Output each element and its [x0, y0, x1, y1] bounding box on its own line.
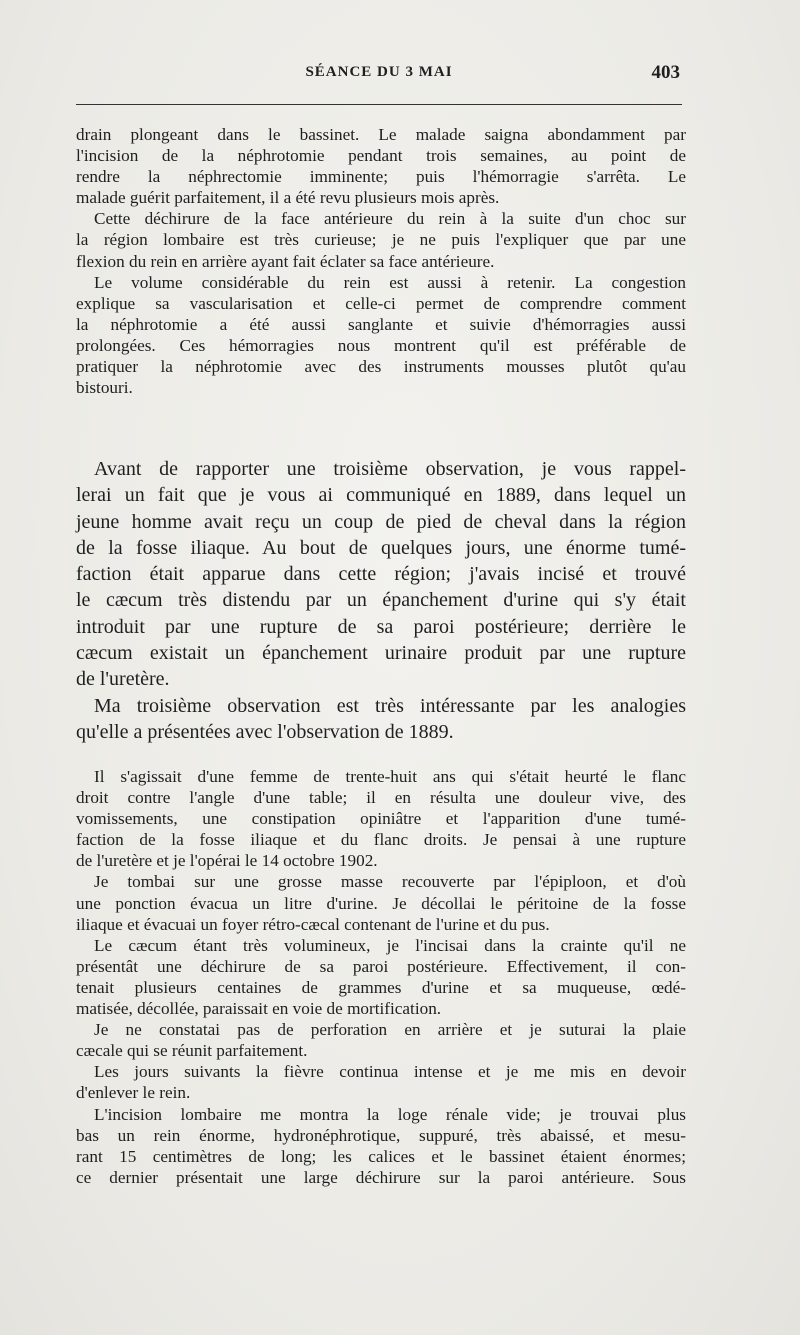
text-line: de la fosse iliaque. Au bout de quelques jours, une énorme tumé-: [76, 536, 686, 559]
text-line: présentât une déchirure de sa paroi postérieure. Effectivement, il con-: [76, 956, 686, 976]
text-block-2: [76, 456, 686, 745]
text-line: introduit par une rupture de sa paroi postérieure; derrière le: [76, 615, 686, 638]
text-line: Cette déchirure de la face antérieure du rein à la suite d'un choc sur: [94, 209, 686, 229]
text-line: Je tombai sur une grosse masse recouverte par l'épiploon, et d'où: [94, 872, 686, 892]
text-line: bas un rein énorme, hydronéphrotique, suppuré, très abaissé, et mesu-: [76, 1125, 686, 1145]
text-line: jeune homme avait reçu un coup de pied de cheval dans la région: [76, 510, 686, 533]
text-line: cæcum existait un épanchement urinaire produit par une rupture: [76, 642, 686, 665]
text-line: L'incision lombaire me montra la loge rénale vide; je trouvai plus: [94, 1104, 686, 1124]
text-line: le cæcum très distendu par un épanchement d'urine qui s'y était: [76, 589, 686, 612]
text-line: Le volume considérable du rein est aussi à retenir. La congestion: [94, 272, 686, 292]
header-rule: [76, 104, 682, 105]
text-line: cæcale qui se réunit parfaitement.: [76, 1041, 308, 1061]
text-line: Avant de rapporter une troisième observation, je vous rappel-: [94, 458, 686, 480]
text-line: qu'elle a présentées avec l'observation de 1889.: [76, 720, 454, 743]
page-number: 403: [651, 62, 680, 83]
page-header: [76, 64, 682, 92]
text-line: rendre la néphrectomie imminente; puis l'hémorragie s'arrêta. Le: [76, 167, 686, 187]
text-line: pratiquer la néphrotomie avec des instruments mousses plutôt qu'au: [76, 357, 686, 377]
text-line: faction était apparue dans cette région; j'avais incisé et trouvé: [76, 563, 686, 586]
text-line: ce dernier présentait une large déchirure sur la paroi antérieure. Sous: [76, 1167, 686, 1187]
text-line: faction de la fosse iliaque et du flanc droits. Je pensai à une rupture: [76, 830, 686, 850]
text-line: Les jours suivants la fièvre continua intense et je me mis en devoir: [94, 1062, 686, 1082]
text-line: droit contre l'angle d'une table; il en résulta une douleur vive, des: [76, 788, 686, 808]
text-line: l'incision de la néphrotomie pendant trois semaines, au point de: [76, 146, 686, 166]
text-line: la néphrotomie a été aussi sanglante et suivie d'hémorragies aussi: [76, 314, 686, 334]
text-line: lerai un fait que je vous ai communiqué en 1889, dans lequel un: [76, 484, 686, 507]
text-block-3: [76, 766, 686, 1188]
text-line: la région lombaire est très curieuse; je ne puis l'expliquer que par une: [76, 230, 686, 250]
text-line: prolongées. Ces hémorragies nous montrent qu'il est préférable de: [76, 335, 686, 355]
text-line: explique sa vascularisation et celle-ci permet de comprendre comment: [76, 293, 686, 313]
text-line: Ma troisième observation est très intéressante par les analogies: [94, 694, 686, 717]
text-block-1: [76, 124, 686, 398]
text-line: Le cæcum étant très volumineux, je l'incisai dans la crainte qu'il ne: [94, 935, 686, 955]
running-head: SÉANCE DU 3 MAI: [305, 64, 453, 80]
text-line: Il s'agissait d'une femme de trente-huit ans qui s'était heurté le flanc: [94, 767, 686, 786]
text-line: drain plongeant dans le bassinet. Le malade saigna abondamment par: [76, 125, 686, 144]
text-line: d'enlever le rein.: [76, 1083, 191, 1103]
text-line: matisée, décollée, paraissait en voie de mortification.: [76, 999, 442, 1019]
text-line: une ponction évacua un litre d'urine. Je décollai le péritoine de la fosse: [76, 893, 686, 913]
text-line: de l'uretère.: [76, 668, 170, 691]
text-line: rant 15 centimètres de long; les calices et le bassinet étaient énormes;: [76, 1146, 686, 1166]
text-line: Je ne constatai pas de perforation en arrière et je suturai la plaie: [94, 1020, 686, 1040]
text-line: flexion du rein en arrière ayant fait éclater sa face antérieure.: [76, 251, 495, 271]
text-line: vomissements, une constipation opiniâtre et l'apparition d'une tumé-: [76, 809, 686, 829]
text-line: iliaque et évacuai un foyer rétro-cæcal contenant de l'urine et du pus.: [76, 914, 550, 934]
text-line: malade guérit parfaitement, il a été revu plusieurs mois après.: [76, 188, 500, 208]
text-line: bistouri.: [76, 378, 133, 398]
text-line: tenait plusieurs centaines de grammes d'urine et sa muqueuse, œdé-: [76, 977, 686, 997]
text-line: de l'uretère et je l'opérai le 14 octobre 1902.: [76, 851, 378, 871]
